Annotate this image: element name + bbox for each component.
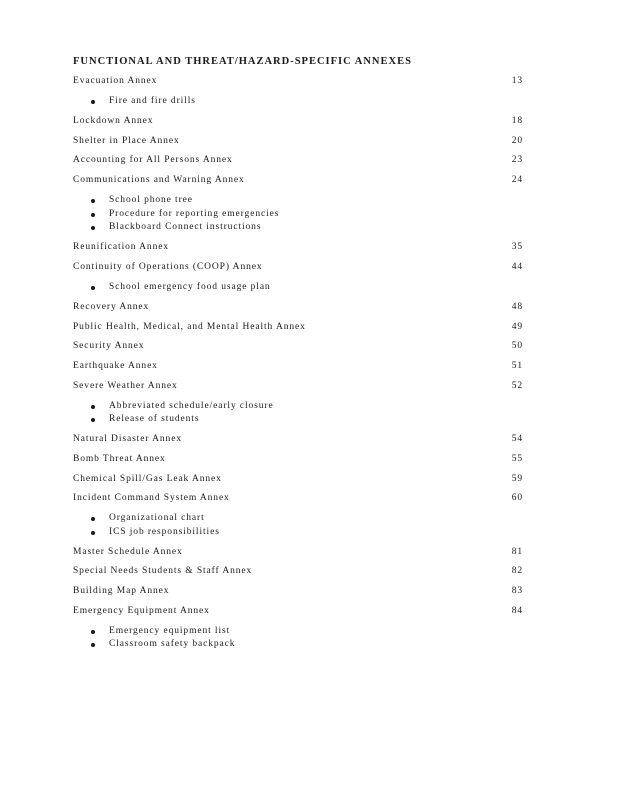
- toc-entry-title: Earthquake Annex: [73, 360, 158, 371]
- toc-bullet-text: Blackboard Connect instructions: [109, 222, 262, 233]
- toc-entry-page: 51: [511, 360, 523, 371]
- bullet-dot-icon: [91, 405, 95, 409]
- toc-entry-title: Bomb Threat Annex: [73, 453, 166, 464]
- toc-entry[interactable]: [73, 454, 523, 468]
- toc-entry-page: 44: [511, 261, 523, 272]
- toc-bullet-text: Abbreviated schedule/early closure: [109, 400, 274, 411]
- toc-bullet-text: Procedure for reporting emergencies: [109, 208, 280, 219]
- toc-entry-title: Incident Command System Annex: [73, 493, 230, 504]
- toc-bullet-text: Emergency equipment list: [109, 625, 231, 636]
- toc-entry[interactable]: [73, 474, 523, 488]
- bullet-dot-icon: [91, 418, 95, 422]
- toc-entry-title: Public Health, Medical, and Mental Health Annex: [73, 321, 306, 332]
- toc-entry-page: 13: [511, 76, 523, 86]
- toc-entry-title: Building Map Annex: [73, 586, 170, 597]
- toc-entry[interactable]: [73, 381, 523, 395]
- toc-entry[interactable]: [73, 493, 523, 507]
- toc-entry[interactable]: [73, 242, 523, 256]
- toc-entry-title: Natural Disaster Annex: [73, 434, 182, 445]
- bullet-dot-icon: [91, 213, 95, 217]
- toc-entry-title: Recovery Annex: [73, 301, 150, 312]
- toc-entry[interactable]: [73, 322, 523, 336]
- bullet-dot-icon: [91, 100, 95, 104]
- toc-entry-page: 24: [511, 175, 523, 186]
- toc-entry[interactable]: [73, 175, 523, 189]
- toc-entry-title: Reunification Annex: [73, 242, 169, 253]
- toc-entry-title: Lockdown Annex: [73, 116, 154, 126]
- toc-entry-page: 60: [511, 493, 523, 504]
- toc-entry-title: Master Schedule Annex: [73, 546, 183, 557]
- toc-heading: FUNCTIONAL AND THREAT/HAZARD-SPECIFIC ANNEXES: [73, 56, 412, 67]
- toc-entry-page: 18: [511, 116, 523, 126]
- toc-entry[interactable]: [73, 547, 523, 561]
- toc-entry-page: 83: [511, 586, 523, 597]
- bullet-dot-icon: [91, 630, 95, 634]
- toc-entry[interactable]: [73, 155, 523, 169]
- toc-entry[interactable]: [73, 302, 523, 316]
- toc-entry-page: 50: [511, 341, 523, 352]
- bullet-dot-icon: [91, 517, 95, 521]
- toc-entry-title: Accounting for All Persons Annex: [73, 155, 233, 166]
- toc-entry[interactable]: [73, 262, 523, 276]
- toc-entry-title: Continuity of Operations (COOP) Annex: [73, 261, 263, 272]
- bullet-dot-icon: [91, 226, 95, 230]
- toc-entry-page: 52: [511, 380, 523, 391]
- toc-entry[interactable]: [73, 136, 523, 150]
- toc-entry-page: 55: [511, 453, 523, 464]
- toc-entry[interactable]: [73, 116, 523, 130]
- toc-bullet-text: Release of students: [109, 414, 200, 425]
- toc-entry-title: Shelter in Place Annex: [73, 135, 180, 146]
- toc-entry-title: Communications and Warning Annex: [73, 175, 245, 186]
- toc-bullet-text: Organizational chart: [109, 513, 205, 524]
- toc-entry-title: Evacuation Annex: [73, 76, 158, 86]
- toc-entry[interactable]: [73, 361, 523, 375]
- toc-bullet-text: Fire and fire drills: [109, 96, 196, 106]
- toc-entry-page: 48: [511, 301, 523, 312]
- toc-entry-page: 82: [511, 566, 523, 577]
- toc-entry-page: 49: [511, 321, 523, 332]
- toc-entry[interactable]: [73, 566, 523, 580]
- toc-entry-title: Severe Weather Annex: [73, 380, 178, 391]
- toc-entry-page: 35: [511, 242, 523, 253]
- toc-entry[interactable]: [73, 341, 523, 355]
- toc-entry-title: Special Needs Students & Staff Annex: [73, 566, 253, 577]
- bullet-dot-icon: [91, 286, 95, 290]
- toc-entry-page: 23: [511, 155, 523, 166]
- toc-entry-title: Emergency Equipment Annex: [73, 605, 210, 616]
- toc-entry-page: 54: [511, 434, 523, 445]
- toc-entry-page: 84: [511, 605, 523, 616]
- toc-entry[interactable]: [73, 434, 523, 448]
- toc-entry-page: 81: [511, 546, 523, 557]
- toc-entry-title: Chemical Spill/Gas Leak Annex: [73, 473, 222, 484]
- bullet-dot-icon: [91, 199, 95, 203]
- toc-entry-title: Security Annex: [73, 341, 145, 352]
- bullet-dot-icon: [91, 643, 95, 647]
- toc-bullet-text: Classroom safety backpack: [109, 639, 236, 650]
- toc-entry-page: 20: [511, 135, 523, 146]
- toc-entry[interactable]: [73, 606, 523, 620]
- toc-entry[interactable]: [73, 586, 523, 600]
- toc-bullet-text: School emergency food usage plan: [109, 281, 271, 292]
- toc-entry-page: 59: [511, 473, 523, 484]
- toc-bullet-text: ICS job responsibilities: [109, 526, 220, 537]
- toc-bullet-text: School phone tree: [109, 195, 193, 206]
- bullet-dot-icon: [91, 531, 95, 535]
- toc-entry[interactable]: [73, 76, 523, 90]
